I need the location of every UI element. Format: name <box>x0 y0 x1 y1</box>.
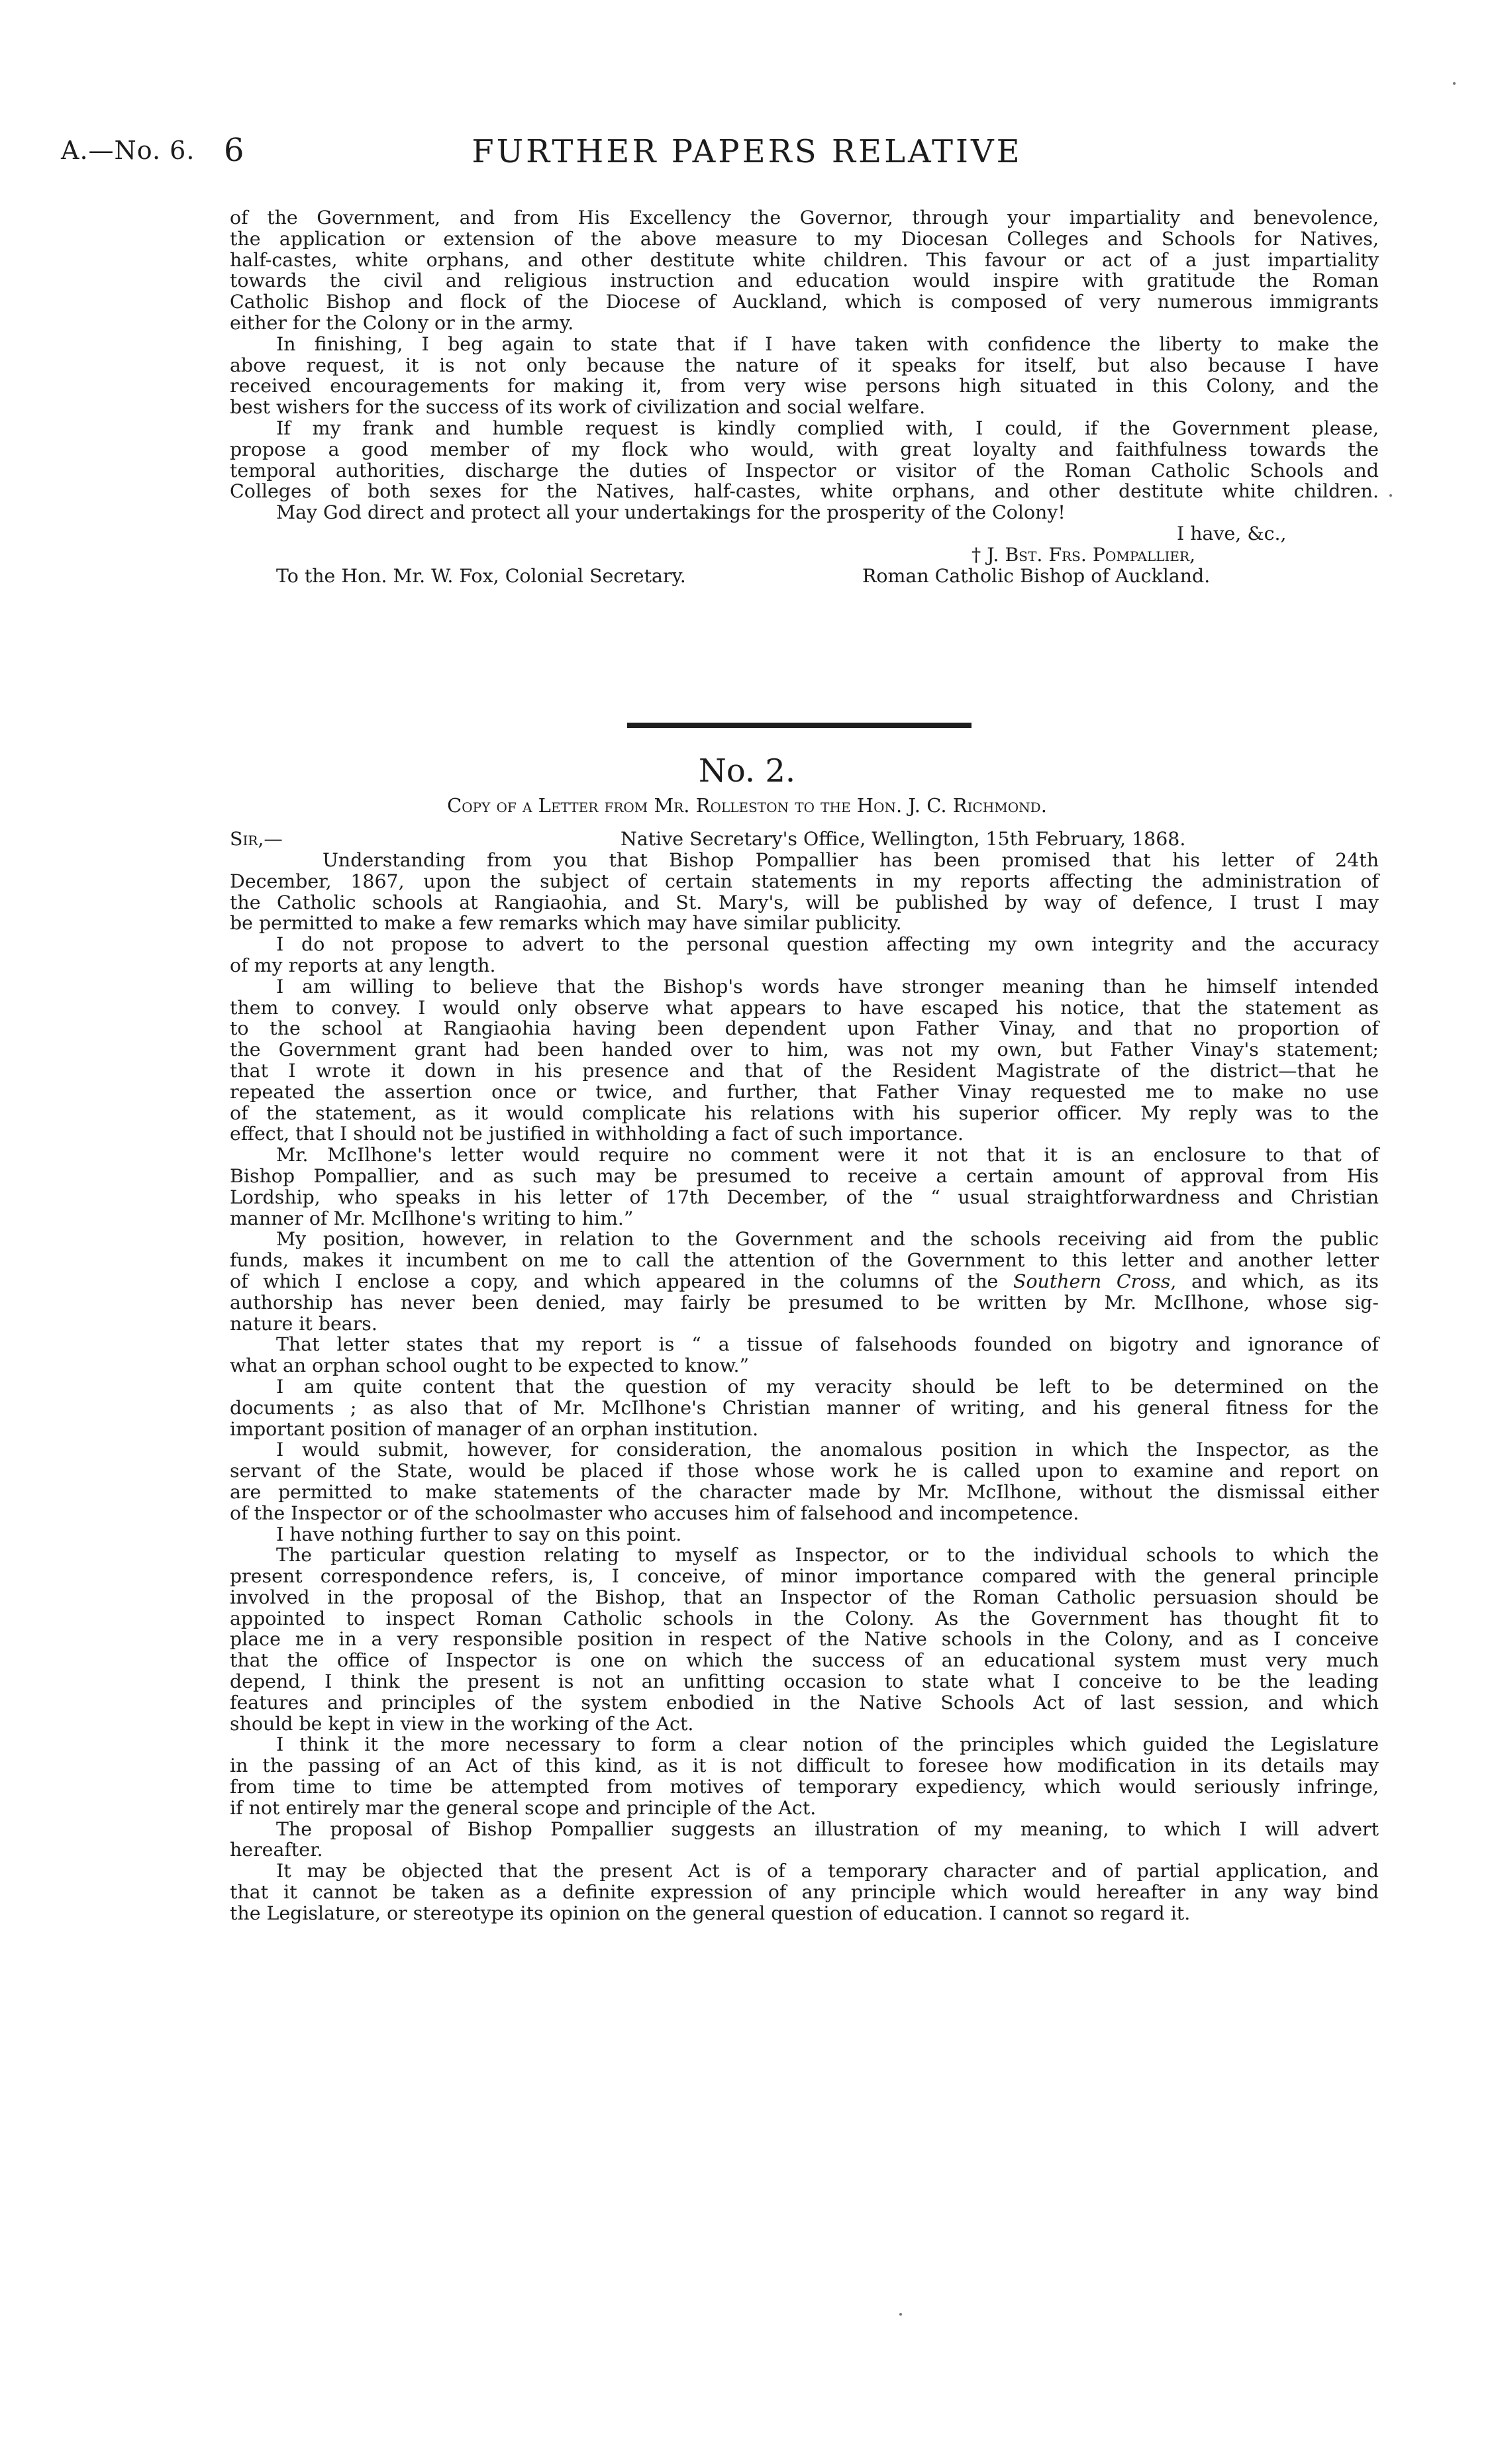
text-line: nature it bears. <box>230 1312 377 1335</box>
text-line: I would submit, however, for consideration, the anomalous position in which the Inspector, as the <box>276 1439 1379 1461</box>
text-line: Understanding from you that Bishop Pompallier has been promised that his letter of 24th <box>323 849 1379 871</box>
text-line: depend, I think the present is not an unfitting occasion to state what I conceive to be the leading <box>230 1670 1379 1693</box>
text-line: I am willing to believe that the Bishop's words have stronger meaning than he himself intended <box>276 975 1379 998</box>
text-line: place me in a very responsible position in respect of the Native schools in the Colony, and as I conceive <box>230 1628 1379 1651</box>
text-line: the Legislature, or stereotype its opinion on the general question of education. I cannot so regard it. <box>230 1902 1191 1924</box>
section-divider <box>627 723 971 728</box>
document-caption: Copy of a Letter from Mr. Rolleston to the Hon. J. C. Richmond. <box>447 794 1047 817</box>
text-line: hereafter. <box>230 1839 323 1861</box>
text-line: important position of manager of an orphan institution. <box>230 1417 759 1440</box>
text-line: effect, that I should not be justified in withholding a fact of such importance. <box>230 1123 964 1145</box>
ink-speck <box>899 2313 902 2316</box>
running-header <box>0 132 1494 182</box>
text-line: to the school at Rangiaohia having been dependent upon Father Vinay, and that no proportion of <box>230 1017 1379 1040</box>
text-line: In finishing, I beg again to state that if I have taken with confidence the liberty to make the <box>276 333 1379 355</box>
text-line: Catholic Bishop and flock of the Diocese of Auckland, which is composed of very numerous immigrants <box>230 291 1379 313</box>
letter1-signature-block <box>230 523 1379 586</box>
text-line: Lordship, who speaks in his letter of 17th December, of the “ usual straightforwardness and Christian <box>230 1186 1379 1208</box>
running-title: FURTHER PAPERS RELATIVE <box>472 133 1022 170</box>
text-line: Colleges of both sexes for the Natives, half-castes, white orphans, and other destitute white children. <box>230 480 1379 503</box>
text-line: appointed to inspect Roman Catholic schools in the Colony. As the Government has thought fit to <box>230 1607 1379 1629</box>
text-line: either for the Colony or in the army. <box>230 311 574 334</box>
text-line: received encouragements for making it, from very wise persons high situated in this Colony, and the <box>230 375 1379 397</box>
text-line: best wishers for the success of its work of civilization and social welfare. <box>230 396 926 419</box>
text-line: them to convey. I would only observe what appears to have escaped his notice, that the statement as <box>230 996 1379 1019</box>
text-line: that I wrote it down in his presence and that of the Resident Magistrate of the district—that he <box>230 1059 1379 1082</box>
text-line: manner of Mr. McIlhone's writing to him.” <box>230 1207 634 1229</box>
text-line: what an orphan school ought to be expected to know.” <box>230 1355 750 1377</box>
letter2-body <box>230 850 1379 1924</box>
text-line: should be kept in view in the working of the Act. <box>230 1712 694 1735</box>
text-line: I think it the more necessary to form a clear notion of the principles which guided the Legislature <box>276 1733 1379 1756</box>
text-line: Bishop Pompallier, and as such may be presumed to receive a certain amount of approval from His <box>230 1164 1379 1187</box>
text-line: are permitted to make statements of the character made by Mr. McIlhone, without the dismissal either <box>230 1480 1379 1503</box>
text-line: May God direct and protect all your undertakings for the prosperity of the Colony! <box>276 501 1066 524</box>
text-line: present correspondence refers, is, I conceive, of minor importance compared with the general principle <box>230 1565 1379 1588</box>
text-line: the Catholic schools at Rangiaohia, and St. Mary's, will be published by way of defence, I trust I may <box>230 891 1379 913</box>
text-line: repeated the assertion once or twice, and further, that Father Vinay requested me to make no use <box>230 1080 1379 1103</box>
salutation: Sir,— <box>230 828 283 850</box>
text-line: involved in the proposal of the Bishop, that an Inspector of the Roman Catholic persuasion should be <box>230 1586 1379 1608</box>
ink-speck <box>1389 494 1392 497</box>
letter1-body <box>230 207 1379 523</box>
text-line: of which I enclose a copy, and which appeared in the columns of the Southern Cross, and which, as its <box>230 1270 1379 1292</box>
text-line: I do not propose to advert to the personal question affecting my own integrity and the accuracy <box>276 933 1379 956</box>
text-line: servant of the State, would be placed if those whose work he is called upon to examine and report on <box>230 1460 1379 1482</box>
signature: † J. Bst. Frs. Pompallier, <box>971 543 1196 566</box>
text-line: the Government grant had been handed over to him, was not my own, but Father Vinay's statement; <box>230 1039 1379 1061</box>
text-line: propose a good member of my flock who would, with great loyalty and faithfulness towards the <box>230 438 1379 460</box>
text-line: It may be objected that the present Act is of a temporary character and of partial application, and <box>276 1860 1379 1882</box>
text-line: that the office of Inspector is one on which the success of an educational system must very much <box>230 1649 1379 1672</box>
text-line: if not entirely mar the general scope and principle of the Act. <box>230 1796 817 1819</box>
letter2-heading <box>230 829 1379 850</box>
text-line: from time to time be attempted from motives of temporary expediency, which would seriously infringe, <box>230 1776 1379 1798</box>
text-line: of the Government, and from His Excellency the Governor, through your impartiality and benevolence, <box>230 207 1379 229</box>
text-line: The particular question relating to myself as Inspector, or to the individual schools to which the <box>276 1544 1379 1566</box>
text-line: I am quite content that the question of my veracity should be left to be determined on the <box>276 1375 1379 1398</box>
text-line: half-castes, white orphans, and other destitute white children. This favour or act of a just impartiality <box>230 248 1379 271</box>
text-line: of the statement, as it would complicate his relations with his superior officer. My reply was to the <box>230 1102 1379 1124</box>
text-line: documents ; as also that of Mr. McIlhone's Christian manner of writing, and his general fitness for the <box>230 1396 1379 1419</box>
closing-phrase: I have, &c., <box>1177 523 1287 544</box>
text-line: towards the civil and religious instruction and education would inspire with gratitude the Roman <box>230 270 1379 292</box>
text-line: funds, makes it incumbent on me to call the attention of the Government to this letter and another letter <box>230 1249 1379 1272</box>
text-line: be permitted to make a few remarks which may have similar publicity. <box>230 912 902 935</box>
ink-speck <box>1453 82 1456 85</box>
document-reference: A.—No. 6. <box>61 136 195 165</box>
document-number: No. 2. <box>698 752 796 790</box>
text-line: that it cannot be taken as a definite expression of any principle which would hereafter in any way bind <box>230 1881 1379 1904</box>
text-line: features and principles of the system enbodied in the Native Schools Act of last session, and which <box>230 1691 1379 1714</box>
text-line: above request, it is not only because the nature of it speaks for itself, but also because I have <box>230 354 1379 376</box>
text-line: temporal authorities, discharge the duties of Inspector or visitor of the Roman Catholic Schools and <box>230 459 1379 482</box>
text-line: authorship has never been denied, may fairly be presumed to be written by Mr. McIlhone, whose sig- <box>230 1291 1379 1313</box>
text-line: in the passing of an Act of this kind, as it is not difficult to foresee how modification in its details may <box>230 1755 1379 1777</box>
addressee: To the Hon. Mr. W. Fox, Colonial Secretary. <box>276 564 686 587</box>
text-line: of my reports at any length. <box>230 954 496 976</box>
dateline: Native Secretary's Office, Wellington, 15th February, 1868. <box>621 828 1186 850</box>
text-line: My position, however, in relation to the Government and the schools receiving aid from the public <box>276 1228 1379 1251</box>
text-line: December, 1867, upon the subject of certain statements in my reports affecting the administration of <box>230 870 1379 892</box>
text-line: That letter states that my report is “ a tissue of falsehoods founded on bigotry and ignorance of <box>276 1333 1379 1356</box>
page-number: 6 <box>224 132 244 169</box>
text-line: The proposal of Bishop Pompallier suggests an illustration of my meaning, to which I will advert <box>276 1818 1379 1840</box>
text-line: I have nothing further to say on this point. <box>276 1523 682 1545</box>
text-line: the application or extension of the above measure to my Diocesan Colleges and Schools for Natives, <box>230 227 1379 250</box>
text-line: If my frank and humble request is kindly complied with, I could, if the Government please, <box>276 417 1379 439</box>
signatory-title: Roman Catholic Bishop of Auckland. <box>862 564 1211 587</box>
text-line: of the Inspector or of the schoolmaster who accuses him of falsehood and incompetence. <box>230 1502 1079 1524</box>
text-line: Mr. McIlhone's letter would require no comment were it not that it is an enclosure to that of <box>276 1144 1379 1166</box>
